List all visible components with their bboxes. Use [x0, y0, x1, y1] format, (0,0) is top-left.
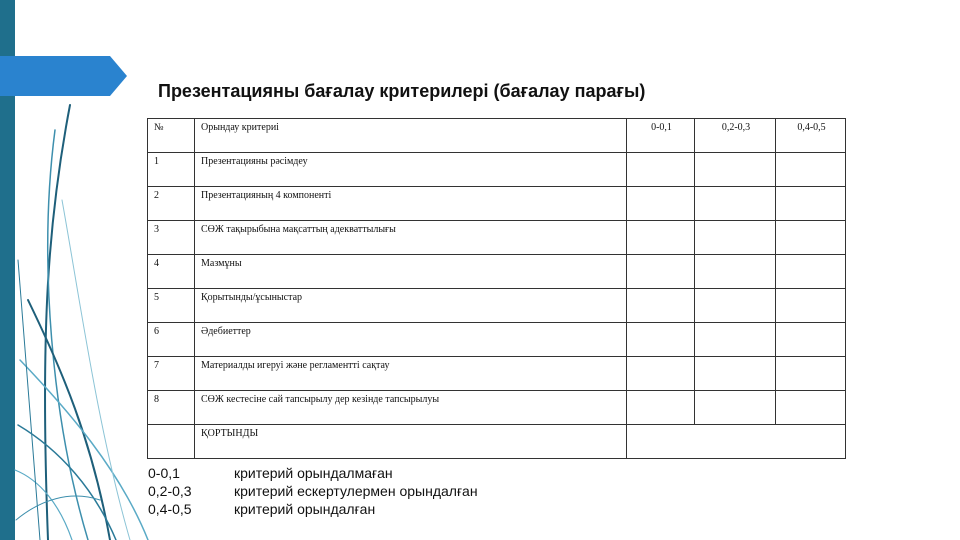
score-cell-high	[776, 289, 846, 323]
table-row	[148, 153, 846, 187]
table-header-row	[148, 119, 846, 153]
score-cell-high	[776, 323, 846, 357]
score-cell-high	[776, 357, 846, 391]
table-row	[148, 323, 846, 357]
row-criterion: Материалды игеруі және регламентті сақтау	[195, 357, 627, 391]
row-criterion: Қорытынды/ұсыныстар	[195, 289, 627, 323]
row-number: 2	[148, 187, 195, 221]
row-criterion: Презентацияның 4 компоненті	[195, 187, 627, 221]
total-number-cell	[148, 425, 195, 459]
left-accent-bar	[0, 0, 15, 540]
table-row	[148, 391, 846, 425]
row-number: 4	[148, 255, 195, 289]
table-row	[148, 289, 846, 323]
header-score-low: 0-0,1	[627, 119, 695, 153]
table-row	[148, 187, 846, 221]
header-score-mid: 0,2-0,3	[695, 119, 776, 153]
score-cell-high	[776, 187, 846, 221]
title-arrow-icon	[0, 56, 127, 96]
row-number: 3	[148, 221, 195, 255]
legend-range: 0-0,1	[148, 465, 180, 481]
legend-range: 0,2-0,3	[148, 483, 192, 499]
row-criterion: Мазмұны	[195, 255, 627, 289]
score-cell-low	[627, 357, 695, 391]
header-number: №	[148, 119, 195, 153]
score-cell-low	[627, 255, 695, 289]
legend	[148, 464, 478, 518]
score-cell-mid	[695, 153, 776, 187]
header-criterion: Орындау критериі	[195, 119, 627, 153]
legend-item	[148, 482, 478, 500]
row-criterion: Әдебиеттер	[195, 323, 627, 357]
score-cell-low	[627, 391, 695, 425]
total-score-cell	[627, 425, 846, 459]
legend-item	[148, 500, 478, 518]
row-criterion: СӨЖ тақырыбына мақсаттың адекваттылығы	[195, 221, 627, 255]
score-cell-mid	[695, 289, 776, 323]
score-cell-low	[627, 153, 695, 187]
row-number: 8	[148, 391, 195, 425]
score-cell-mid	[695, 323, 776, 357]
score-cell-mid	[695, 221, 776, 255]
table-row	[148, 221, 846, 255]
total-label: ҚОРТЫНДЫ	[195, 425, 627, 459]
legend-description: критерий орындалған	[234, 501, 376, 517]
score-cell-high	[776, 255, 846, 289]
legend-description: критерий ескертулермен орындалған	[234, 483, 478, 499]
table-row	[148, 357, 846, 391]
score-cell-mid	[695, 187, 776, 221]
row-criterion: СӨЖ кестесіне сай тапсырылу дер кезінде тапсырылуы	[195, 391, 627, 425]
legend-description: критерий орындалмаған	[234, 465, 393, 481]
row-number: 7	[148, 357, 195, 391]
score-cell-high	[776, 391, 846, 425]
score-cell-high	[776, 153, 846, 187]
total-row	[148, 425, 846, 459]
score-cell-mid	[695, 255, 776, 289]
page-title: Презентацияны бағалау критерилері (бағалау парағы)	[158, 81, 646, 101]
table-row	[148, 255, 846, 289]
row-number: 5	[148, 289, 195, 323]
score-cell-mid	[695, 357, 776, 391]
score-cell-low	[627, 323, 695, 357]
score-cell-high	[776, 221, 846, 255]
score-cell-low	[627, 289, 695, 323]
score-cell-low	[627, 187, 695, 221]
criteria-table	[147, 118, 846, 459]
legend-range: 0,4-0,5	[148, 501, 192, 517]
row-number: 1	[148, 153, 195, 187]
legend-item	[148, 464, 478, 482]
row-criterion: Презентацияны рәсімдеу	[195, 153, 627, 187]
row-number: 6	[148, 323, 195, 357]
score-cell-mid	[695, 391, 776, 425]
score-cell-low	[627, 221, 695, 255]
header-score-high: 0,4-0,5	[776, 119, 846, 153]
